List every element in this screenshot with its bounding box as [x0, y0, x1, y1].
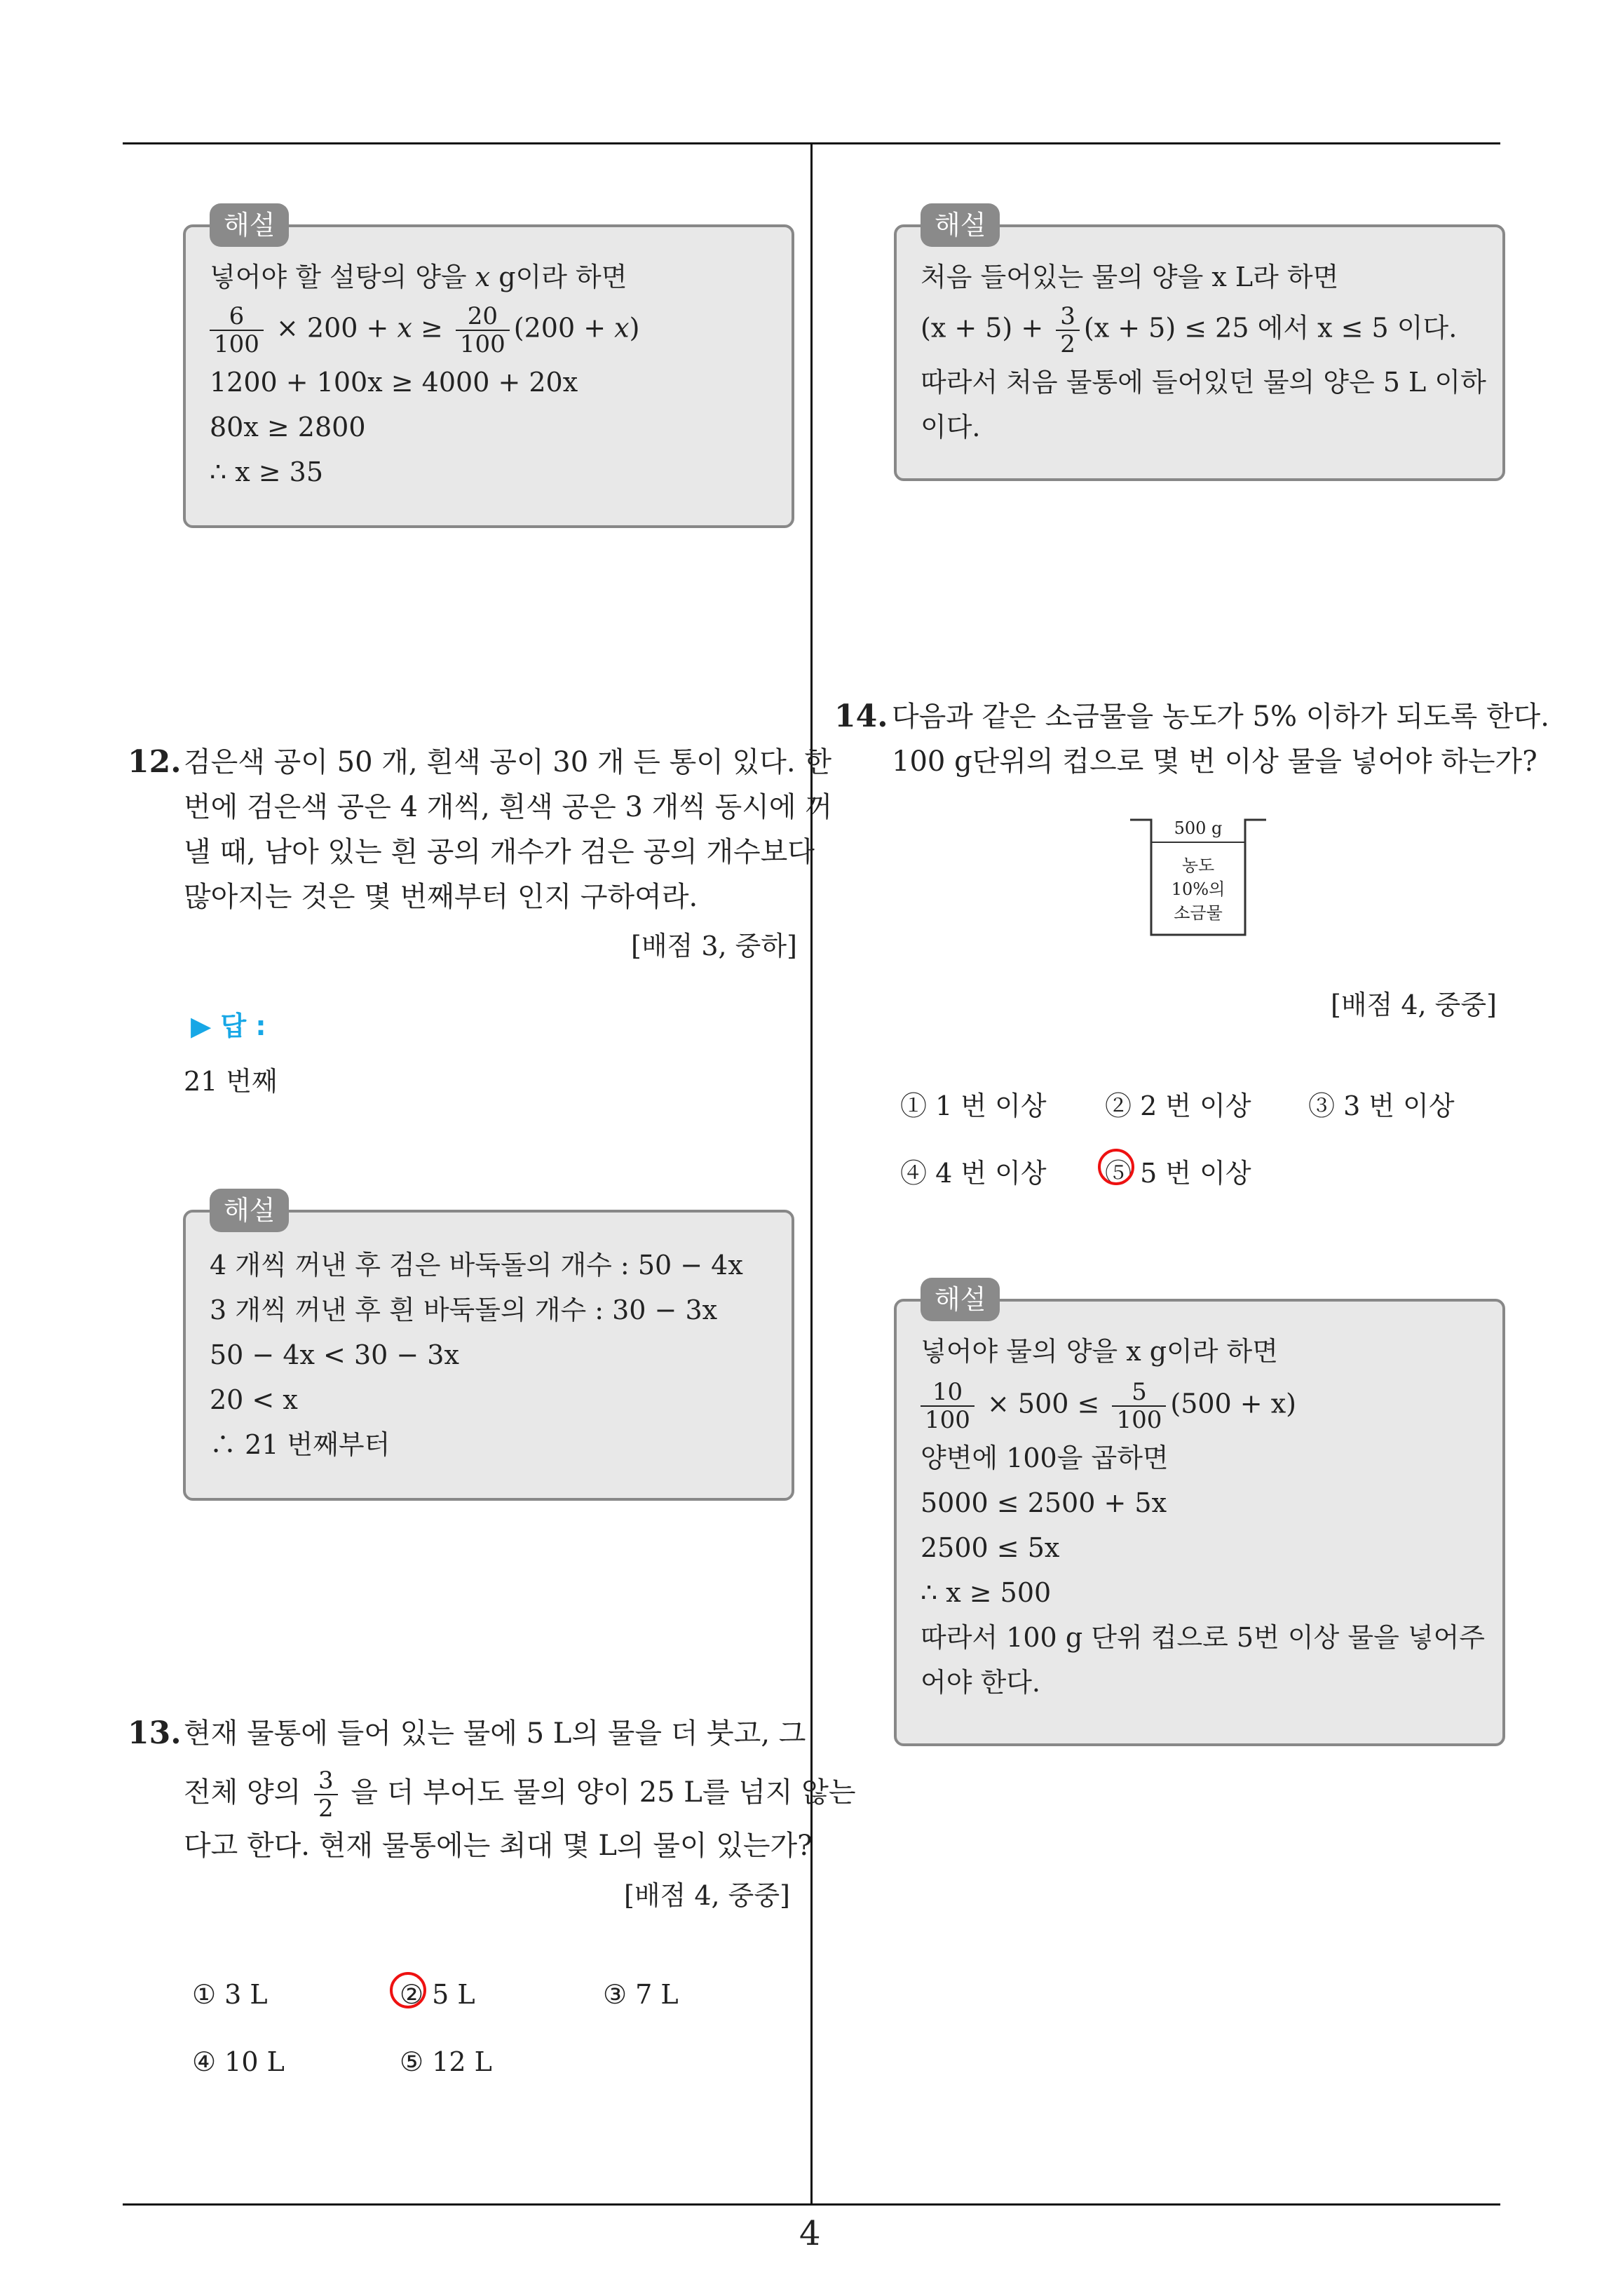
- solution-tag: 해설: [210, 203, 289, 247]
- solution-line: ∴ 21 번째부터: [210, 1429, 391, 1460]
- question-text: 낼 때, 남아 있는 흰 공의 개수가 검은 공의 개수보다: [184, 836, 815, 868]
- option-5[interactable]: ⑤ 12 L: [400, 2046, 492, 2077]
- solution-line: 50 − 4x < 30 − 3x: [210, 1339, 459, 1370]
- question-number: 14.: [834, 698, 888, 734]
- solution-line: (x + 5) + $\frac{3}{2}$ (x + 5) ≤ 25 에서 x ≤ 5 이다.: [921, 302, 1458, 358]
- fraction: $\frac{3}{2}$: [1056, 303, 1080, 358]
- solution-line: 어야 한다.: [921, 1667, 1040, 1698]
- solution-line: ∴ x ≥ 500: [921, 1577, 1052, 1608]
- question-text: 번에 검은색 공은 4 개씩, 흰색 공은 3 개씩 동시에 꺼: [184, 791, 832, 823]
- option-2[interactable]: ② 5 L: [400, 1979, 475, 2010]
- fraction: $\frac{20}{100}$: [456, 303, 510, 358]
- option-3[interactable]: ③ 7 L: [603, 1979, 679, 2010]
- score-label: [배점 4, 중중]: [1331, 990, 1497, 1020]
- question-text: 검은색 공이 50 개, 흰색 공이 30 개 든 통이 있다. 한: [184, 746, 831, 778]
- question-number: 13.: [128, 1715, 182, 1751]
- solution-line: 넣어야 물의 양을 x g이라 하면: [921, 1336, 1278, 1367]
- beaker-content-label: 농도 10%의 소금물: [1171, 856, 1225, 923]
- solution-line: 80x ≥ 2800: [210, 412, 366, 443]
- solution-line: 20 < x: [210, 1384, 298, 1415]
- solution-box-3: [894, 210, 1505, 481]
- fraction: $\frac{3}{2}$: [314, 1767, 338, 1822]
- solution-line: $\frac{6}{100}$ × 200 + x ≥ $\frac{20}{100}$ (200 + x): [205, 303, 639, 358]
- solution-line: 양변에 100을 곱하면: [921, 1443, 1169, 1473]
- solution-line: 처음 들어있는 물의 양을 x L라 하면: [921, 262, 1339, 292]
- selected-answer-mark: [390, 1972, 426, 2008]
- question-text: 다고 한다. 현재 물통에는 최대 몇 L의 물이 있는가?: [184, 1830, 813, 1862]
- beaker-volume-label: 500 g: [1174, 818, 1223, 838]
- option-4[interactable]: ④ 4 번 이상: [900, 1158, 1047, 1189]
- fraction: $\frac{6}{100}$: [210, 303, 264, 358]
- solution-line: ∴ x ≥ 35: [210, 457, 324, 487]
- solution-line: $\frac{10}{100}$ × 500 ≤ $\frac{5}{100}$ (500 + x): [916, 1379, 1296, 1433]
- page-number: 4: [799, 2214, 821, 2253]
- option-1[interactable]: ① 3 L: [192, 1979, 268, 2010]
- solution-tag: 해설: [921, 203, 1000, 247]
- score-label: [배점 4, 중중]: [624, 1880, 790, 1911]
- solution-line: 2500 ≤ 5x: [921, 1532, 1060, 1563]
- option-3[interactable]: ③ 3 번 이상: [1308, 1090, 1455, 1121]
- option-2[interactable]: ② 2 번 이상: [1105, 1090, 1251, 1121]
- question-text: 다음과 같은 소금물을 농도가 5% 이하가 되도록 한다.: [892, 701, 1549, 733]
- column-divider: [810, 142, 813, 2204]
- selected-answer-mark: [1098, 1149, 1134, 1185]
- option-5[interactable]: ⑤ 5 번 이상: [1105, 1158, 1251, 1189]
- solution-box-2: [183, 1195, 794, 1501]
- solution-line: 5000 ≤ 2500 + 5x: [921, 1487, 1167, 1518]
- bottom-rule: [123, 2203, 1500, 2206]
- solution-box-4: [894, 1284, 1505, 1746]
- score-label: [배점 3, 중하]: [631, 931, 797, 961]
- solution-line: 3 개씩 꺼낸 후 흰 바둑돌의 개수 : 30 − 3x: [210, 1295, 718, 1325]
- answer-value: 21 번째: [184, 1066, 278, 1097]
- solution-tag: 해설: [921, 1278, 1000, 1321]
- option-1[interactable]: ① 1 번 이상: [900, 1090, 1047, 1121]
- question-text: 100 g단위의 컵으로 몇 번 이상 물을 넣어야 하는가?: [892, 745, 1537, 778]
- solution-line: 이다.: [921, 412, 981, 443]
- question-number: 12.: [128, 744, 182, 780]
- solution-line: 4 개씩 꺼낸 후 검은 바둑돌의 개수 : 50 − 4x: [210, 1250, 743, 1281]
- solution-tag: 해설: [210, 1189, 289, 1232]
- question-text: 전체 양의 $\frac{3}{2}$ 을 더 부어도 물의 양이 25 L를 넘지 않는: [184, 1767, 856, 1823]
- option-4[interactable]: ④ 10 L: [192, 2046, 285, 2077]
- question-text: 현재 물통에 들어 있는 물에 5 L의 물을 더 붓고, 그: [184, 1717, 806, 1750]
- fraction: $\frac{10}{100}$: [921, 1379, 975, 1433]
- solution-line: 따라서 처음 물통에 들어있던 물의 양은 5 L 이하: [921, 367, 1486, 398]
- question-text: 많아지는 것은 몇 번째부터 인지 구하여라.: [184, 881, 698, 913]
- solution-line: 따라서 100 g 단위 컵으로 5번 이상 물을 넣어주: [921, 1622, 1485, 1653]
- solution-line: 1200 + 100x ≥ 4000 + 20x: [210, 367, 578, 398]
- solution-box-1: [183, 210, 794, 528]
- fraction: $\frac{5}{100}$: [1112, 1379, 1166, 1433]
- beaker-figure: [1130, 817, 1266, 936]
- answer-label: ▶ 답 :: [191, 1011, 266, 1041]
- solution-line: 넣어야 할 설탕의 양을 x g이라 하면: [210, 262, 627, 292]
